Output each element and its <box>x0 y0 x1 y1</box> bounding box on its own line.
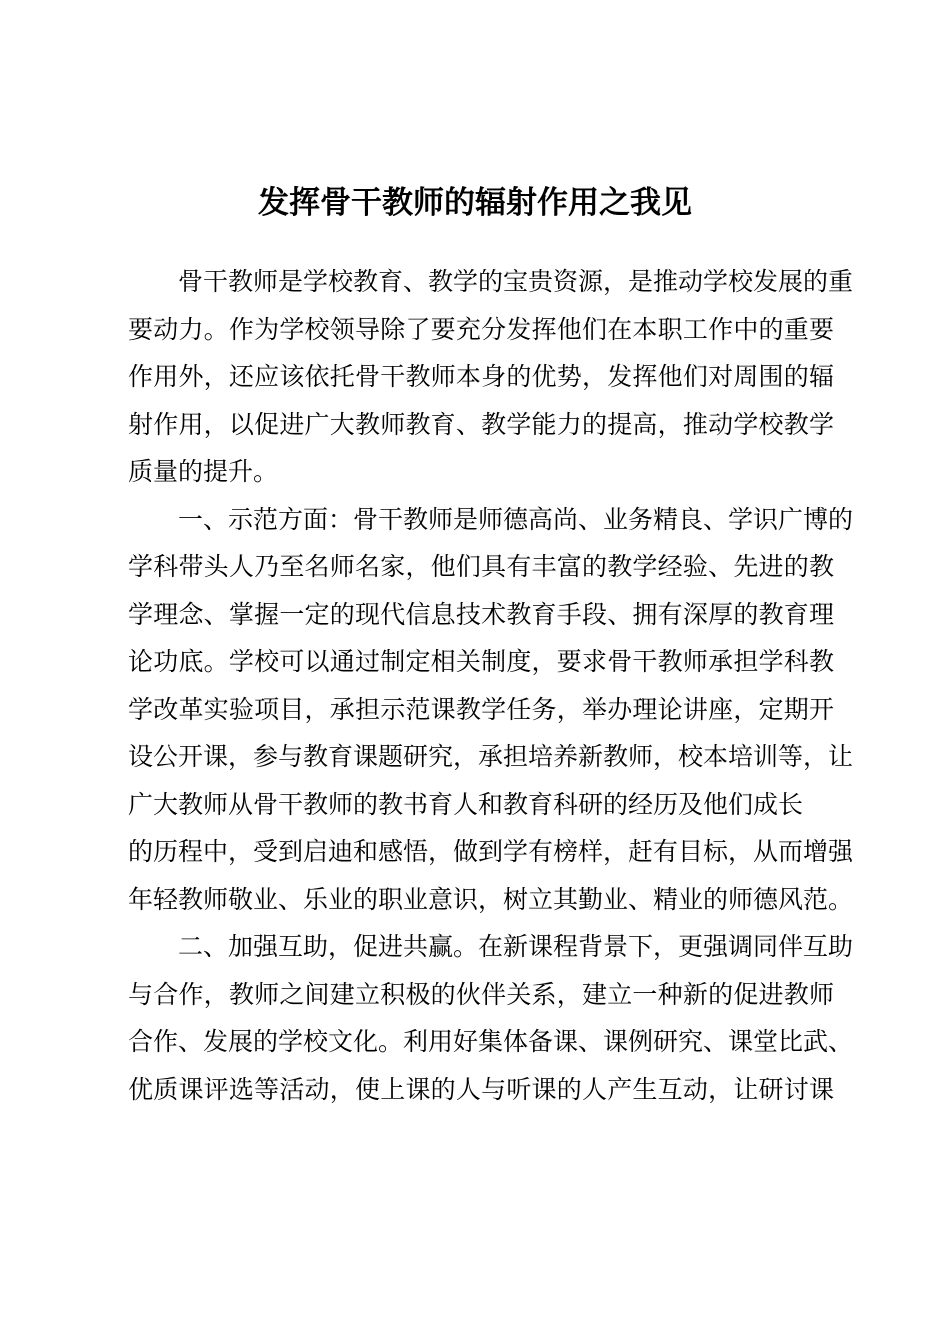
text-line: 一、示范方面：骨干教师是师德高尚、业务精良、学识广博的 <box>178 504 854 534</box>
paragraph-mutual-aid <box>128 923 854 1113</box>
text-line: 骨干教师是学校教育、教学的宝贵资源，是推动学校发展的重 <box>178 267 854 296</box>
document-title: 发挥骨干教师的辐射作用之我见 <box>258 185 692 221</box>
text-line: 合作、发展的学校文化。利用好集体备课、课例研究、课堂比武、 <box>128 1027 854 1056</box>
text-line: 要动力。作为学校领导除了要充分发挥他们在本职工作中的重要 <box>128 314 834 344</box>
text-line: 广大教师从骨干教师的教书育人和教育科研的经历及他们成长 <box>128 789 804 819</box>
text-line: 质量的提升。 <box>128 457 279 486</box>
text-line: 优质课评选等活动，使上课的人与听课的人产生互动，让研讨课 <box>128 1074 834 1104</box>
text-line: 论功底。学校可以通过制定相关制度，要求骨干教师承担学科教 <box>128 647 834 676</box>
paragraph-demonstration <box>128 496 854 924</box>
text-line: 射作用，以促进广大教师教育、教学能力的提高，推动学校教学 <box>128 409 834 439</box>
text-line: 二、加强互助，促进共赢。在新课程背景下，更强调同伴互助 <box>178 932 854 961</box>
paragraph-intro <box>128 258 854 496</box>
text-line: 设公开课，参与教育课题研究，承担培养新教师，校本培训等，让 <box>128 742 854 771</box>
document-body <box>128 258 854 1113</box>
text-line: 学理念、掌握一定的现代信息技术教育手段、拥有深厚的教育理 <box>128 599 834 629</box>
text-line: 作用外，还应该依托骨干教师本身的优势，发挥他们对周围的辐 <box>128 362 834 391</box>
text-line: 年轻教师敬业、乐业的职业意识，树立其勤业、精业的师德风范。 <box>128 884 854 914</box>
text-line: 与合作，教师之间建立积极的伙伴关系，建立一种新的促进教师 <box>128 979 834 1009</box>
text-line: 学科带头人乃至名师名家，他们具有丰富的教学经验、先进的教 <box>128 552 834 581</box>
text-line: 学改革实验项目，承担示范课教学任务，举办理论讲座，定期开 <box>128 694 834 724</box>
text-line: 的历程中，受到启迪和感悟，做到学有榜样，赶有目标，从而增强 <box>128 837 854 866</box>
